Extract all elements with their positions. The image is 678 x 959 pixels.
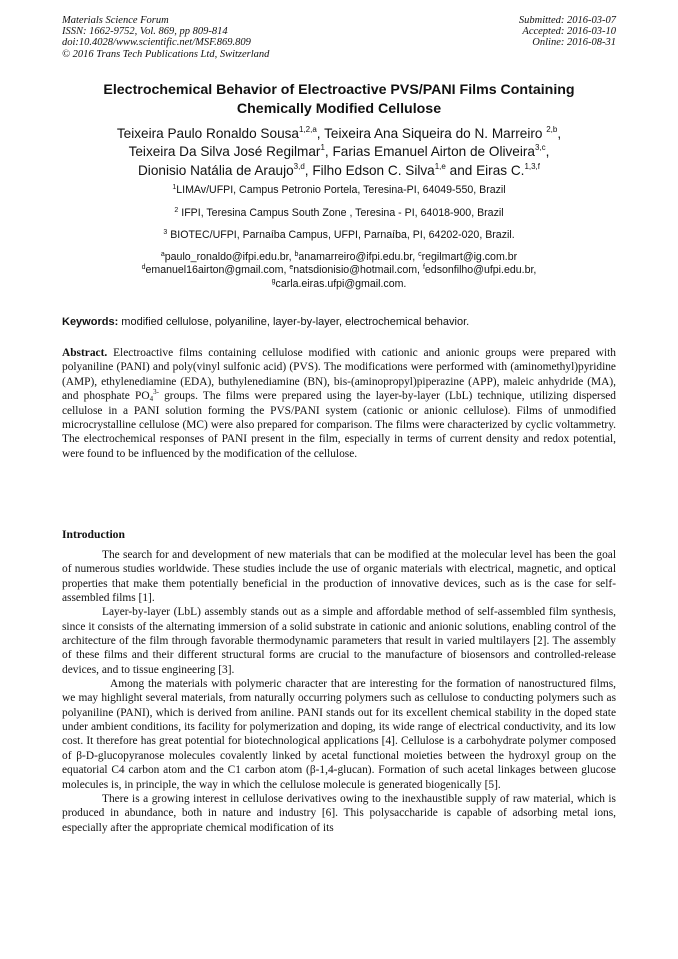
affiliation-text: LIMAv/UFPI, Campus Petronio Portela, Teresina-PI, 64049-550, Brazil (176, 184, 506, 196)
affiliation-number: 2 (174, 206, 179, 214)
email-link[interactable]: emanuel16airton@gmail.com, (145, 264, 290, 277)
affiliation-text: BIOTEC/UFPI, Parnaíba Campus, UFPI, Parnaíba, PI, 64202-020, Brazil. (167, 229, 515, 242)
author-affiliation-mark: 1,e (434, 161, 446, 171)
author-name: , Teixeira Ana Siqueira do N. Marreiro (316, 126, 547, 141)
doi: doi:10.4028/www.scientific.net/MSF.869.809 (62, 37, 251, 49)
author-affiliation-mark: 3,c (534, 143, 546, 153)
affiliation-text: IFPI, Teresina Campus South Zone , Teresina - PI, 64018-900, Brazil (178, 206, 504, 219)
phosphate-superscript: 3- (153, 388, 159, 397)
author-name: Dionisio Natália de Araujo (137, 162, 294, 178)
email-link[interactable]: natsdionisio@hotmail.com, (293, 264, 423, 277)
author-emails (40, 251, 638, 291)
author-name: Teixeira Da Silva José Regilmar (128, 144, 321, 160)
paper-title (40, 81, 638, 118)
author-affiliation-mark: 3,d (293, 161, 305, 171)
author-name: and Eiras C. (445, 162, 525, 178)
affiliation-3 (40, 229, 638, 242)
copyright: © 2016 Trans Tech Publications Ltd, Switzerland (62, 48, 270, 60)
introduction-body (62, 548, 616, 835)
affiliation-2 (40, 207, 638, 220)
paragraph: Layer-by-layer (LbL) assembly stands out as a simple and affordable method of self-assembled film synthesis, since it consists of the alternating immersion of a solid substrate in cationic and anionic solutions, enabling control of the architecture of the film through favorable thermodynamic parameters that result in varied multilayers [2]. The assembly of these films and their different structural forms are crucial to the manufacture of biosensors and controlled-release devices, and to tissue engineering [3]. (62, 606, 616, 676)
author-list (40, 125, 638, 180)
journal-name: Materials Science Forum (62, 15, 169, 26)
author-affiliation-mark: 1,3,f (524, 161, 541, 171)
online-date: Online: 2016-08-31 (532, 37, 616, 49)
email-line-2: $^d$emanuel16airton@gmail.com, $^e$natsdionisio@hotmail.com, $^f$edsonfilho@ufpi.edu.br, (141, 264, 537, 277)
issn-volume: ISSN: 1662-9752, Vol. 869, pp 809-814 (62, 26, 228, 38)
abstract-text: Electroactive films containing cellulose modified with cationic and anionic groups were prepared with polyaniline (PANI) and poly(vinyl sulfonic acid) (PVS). The modifications were performed with (aminomethyl)pyridine (AMP), ethylenediamine (EDA), buthylenediamine (BN), bis-(aminopropyl)piperazine (APP), maleic anhydride (MA), and phosphate PO (62, 347, 616, 403)
title-line-2: Chemically Modified Cellulose (236, 100, 442, 117)
email-link[interactable]: paulo_ronaldo@ifpi.edu.br, (164, 251, 295, 263)
author-line-3 (40, 162, 638, 180)
submitted-date: Submitted: 2016-03-07 (518, 15, 616, 26)
keywords-text: modified cellulose, polyaniline, layer-by-layer, electrochemical behavior. (118, 316, 470, 328)
email-link[interactable]: carla.eiras.ufpi@gmail.com. (275, 277, 407, 290)
affiliation-1 (40, 184, 638, 197)
author-name: , Filho Edson C. Silva (304, 162, 435, 178)
abstract-label: Abstract. (62, 347, 108, 359)
journal-info (62, 15, 269, 60)
author-line-1: Teixeira Paulo Ronaldo Sousa$^{1,2,a}$, Teixeira Ana Siqueira do N. Marreiro $^{2,b}$, (116, 125, 562, 141)
paragraph: There is a growing interest in cellulose derivatives owing to the inexhaustible supply of raw material, which is produced in abundance, both in nature and industry [6]. This polysaccharide is capable of adsorbing metal ions, especially after the appropriate chemical modification of its (62, 792, 616, 834)
affiliations (40, 184, 638, 252)
email-link[interactable]: anamarreiro@ifpi.edu.br, (298, 251, 419, 263)
author-name: Teixeira Paulo Ronaldo Sousa (116, 126, 299, 141)
email-link[interactable]: regilmart@ig.com.br (421, 251, 518, 263)
accepted-date: Accepted: 2016-03-10 (522, 26, 616, 38)
email-line-1: $^a$paulo_ronaldo@ifpi.edu.br, $^b$anamarreiro@ifpi.edu.br, $^c$regilmart@ig.com.br (160, 251, 518, 263)
publication-dates (519, 15, 616, 49)
paragraph: The search for and development of new materials that can be modified at the molecular level has been the goal of numerous studies worldwide. These studies include the use of organic materials with electrical, magnetic, and optical properties that make them potentially beneficial in the production of innovative devices, such as is the case for self-assembled films [1]. (62, 549, 616, 605)
affiliation-number: 1 (172, 184, 177, 191)
phosphate-subscript: 4 (149, 395, 154, 404)
keywords (62, 315, 616, 329)
email-line-3: $^g$carla.eiras.ufpi@gmail.com. (271, 277, 407, 290)
author-name: , Farias Emanuel Airton de Oliveira (324, 144, 535, 160)
author-line-2: Teixeira Da Silva José Regilmar$^1$, Farias Emanuel Airton de Oliveira$^{3,c}$, (128, 143, 550, 160)
title-line-1: Electrochemical Behavior of Electroactive PVS/PANI Films Containing (103, 82, 575, 98)
abstract-text-continued: groups. The films were prepared using the layer-by-layer (LbL) technique, utilizing dispersed cellulose in a PANI solution forming the PVS/PANI system (cationic or anionic cellulose). Films of unmodified microcrystalline cellulose (MC) were also prepared for comparison. The films were characterized by cyclic voltammetry. The electrochemical responses of PANI present in the film, especially in terms of current density and redox potential, were found to be influenced by the modification of the cellulose. (62, 390, 616, 460)
keywords-label: Keywords: (62, 316, 119, 328)
author-affiliation-mark: 1 (320, 143, 325, 153)
paragraph: Among the materials with polymeric character that are interesting for the formation of nanostructured films, we may highlight several materials, from naturally occurring polymers such as cellulose to conducting polymers such as polyaniline (PANI), which is derived from aniline. PANI stands out for its excellent chemical stability in the doped state under ambient conditions, its facility for polymerization and doping, its wide range of electrical conductivity, and its low cost. It therefore has great potential for biotechnological applications [4]. Cellulose is a carbohydrate polymer composed of β-D-glucopyranose molecules covalently linked by acetal functional moieties between the hydroxyl group on the equatorial C4 carbon atom and the C1 carbon atom (β-1,4-glucan). Formation of such acetal linkages between glucose molecules is, in principle, the way in which the cellulose molecule is generated biogenically [5]. (62, 678, 616, 791)
email-link[interactable]: edsonfilho@ufpi.edu.br, (424, 264, 537, 277)
author-affiliation-mark: 2,b (546, 125, 558, 134)
abstract (62, 346, 616, 461)
affiliation-number: 3 (163, 229, 168, 237)
author-affiliation-mark: 1,2,a (298, 125, 317, 134)
introduction-heading: Introduction (62, 528, 125, 541)
